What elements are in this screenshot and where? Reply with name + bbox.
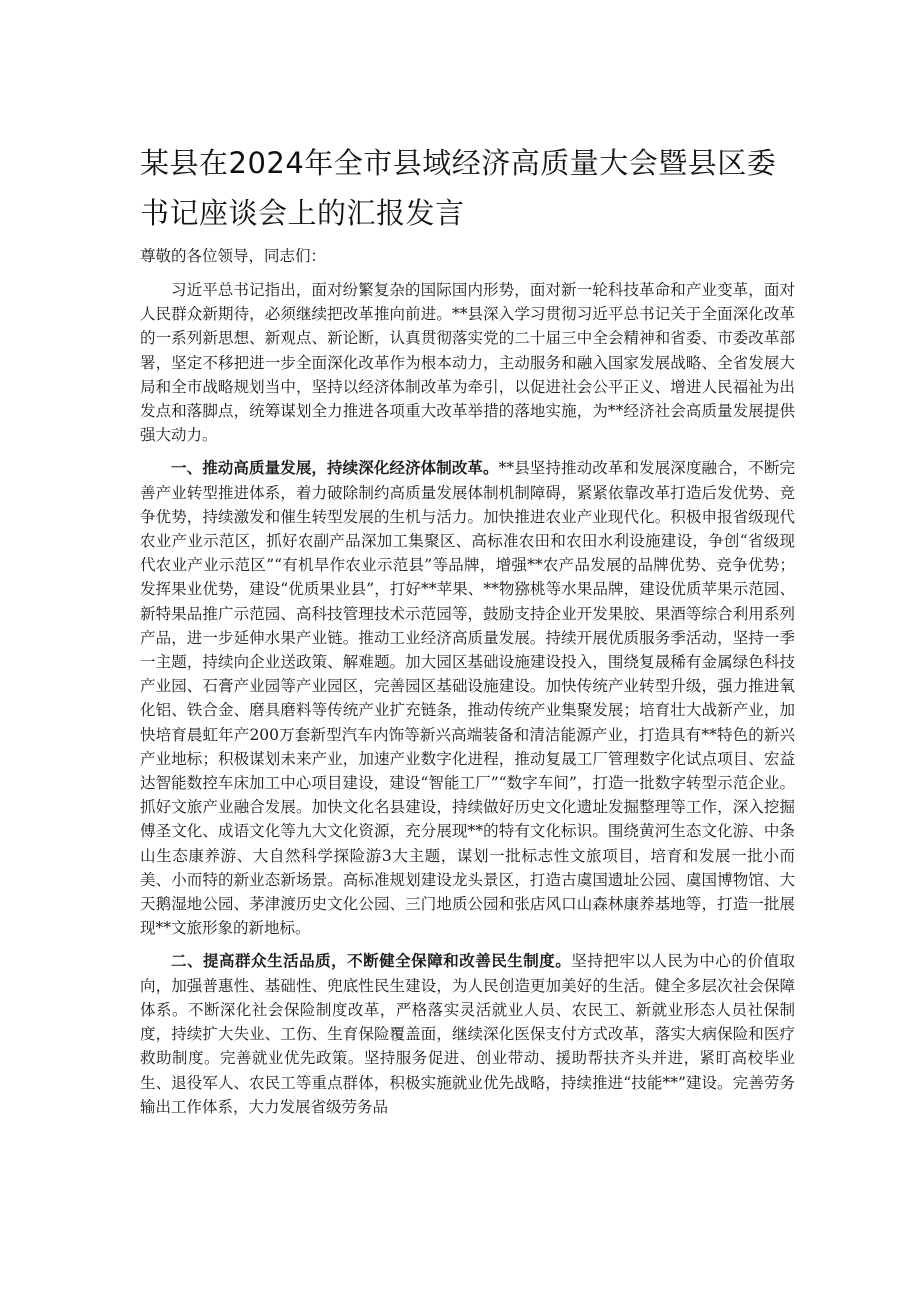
paragraph-livelihood [140, 949, 795, 1118]
document-title: 某县在2024年全市县域经济高质量大会暨县区委书记座谈会上的汇报发言 [140, 146, 777, 230]
paragraph-economic-reform [140, 456, 795, 940]
paragraph-text: 坚持把牢以人民为中心的价值取向，加强普惠性、基础性、兜底性民生建设，为人民创造更加美好的生活。健全多层次社会保障体系。不断深化社会保险制度改革，严格落实灵活就业人员、农民工、新就业形态人员社保制度，持续扩大失业、工伤、生育保险覆盖面，继续深化医保支付方式改革，落实大病保险和医疗救助制度。完善就业优先政策。坚持服务促进、创业带动、援助帮扶齐头并进，紧盯高校毕业生、退役军人、农民工等重点群体，积极实施就业优先战略，持续推进“技能**”建设。完善劳务输出工作体系，大力发展省级劳务品 [140, 952, 795, 1116]
paragraph-heading: 一、推动高质量发展，持续深化经济体制改革。 [171, 458, 499, 478]
paragraph-text: **县坚持推动改革和发展深度融合，不断完善产业转型推进体系，着力破除制约高质量发展体制机制障碍，紧紧依靠改革打造后发优势、竞争优势，持续激发和催生转型发展的生机与活力。加快推进农业产业现代化。积极申报省级现代农业产业示范区，抓好农副产品深加工集聚区、高标准农田和农田水利设施建设，争创“省级现代农业产业示范区”“有机旱作农业示范县”等品牌，增强**农产品发展的品牌优势、竞争优势；发挥果业优势，建设“优质果业县”，打好**苹果、**物猕桃等水果品牌，建设优质苹果示范园、新特果品推广示范园、高科技管理技术示范园等，鼓励支持企业开发果胶、果酒等综合利用系列产品，进一步延伸水果产业链。推动工业经济高质量发展。持续开展优质服务季活动，坚持一季一主题，持续向企业送政策、解难题。加大园区基础设施建设投入，围绕复晟稀有金属绿色科技产业园、石膏产业园等产业园区，完善园区基础设施建设。加快传统产业转型升级，强力推进氧化铝、铁合金、磨具磨料等传统产业扩充链条，推动传统产业集聚发展；培育壮大战新产业，加快培育晨虹年产200万套新型汽车内饰等新兴高端装备和清洁能源产业，打造具有**特色的新兴产业地标；积极谋划未来产业，加速产业数字化进程，推动复晟工厂管理数字化试点项目、宏益达智能数控车床加工中心项目建设，建设“智能工厂”“数字车间”，打造一批数字转型示范企业。抓好文旅产业融合发展。加快文化名县建设，持续做好历史文化遗址发掘整理等工作，深入挖掘傅圣文化、成语文化等九大文化资源，充分展现**的特有文化标识。围绕黄河生态文化游、中条山生态康养游、大自然科学探险游3大主题，谋划一批标志性文旅项目，培育和发展一批小而美、小而特的新业态新场景。高标准规划建设龙头景区，打造古虞国遗址公园、虞国博物馆、大天鹅湿地公园、茅津渡历史文化公园、三门地质公园和张店风口山森林康养基地等，打造一批展现**文旅形象的新地标。 [140, 459, 795, 938]
paragraph-text: 习近平总书记指出，面对纷繁复杂的国际国内形势，面对新一轮科技革命和产业变革，面对人民群众新期待，必须继续把改革推向前进。**县深入学习贯彻习近平总书记关于全面深化改革的一系列新思想、新观点、新论断，认真贯彻落实党的二十届三中全会精神和省委、市委改革部署，坚定不移把进一步全面深化改革作为根本动力，主动服务和融入国家发展战略、全省发展大局和全市战略规划当中，坚持以经济体制改革为牵引，以促进社会公平正义、增进人民福祉为出发点和落脚点，统筹谋划全力推进各项重大改革举措的落地实施，为**经济社会高质量发展提供强大动力。 [140, 281, 795, 445]
paragraph-intro [140, 278, 795, 447]
document-page [140, 138, 795, 1128]
greeting: 尊敬的各位领导，同志们： [140, 247, 327, 265]
paragraph-heading: 二、提高群众生活品质，不断健全保障和改善民生制度。 [171, 951, 572, 971]
